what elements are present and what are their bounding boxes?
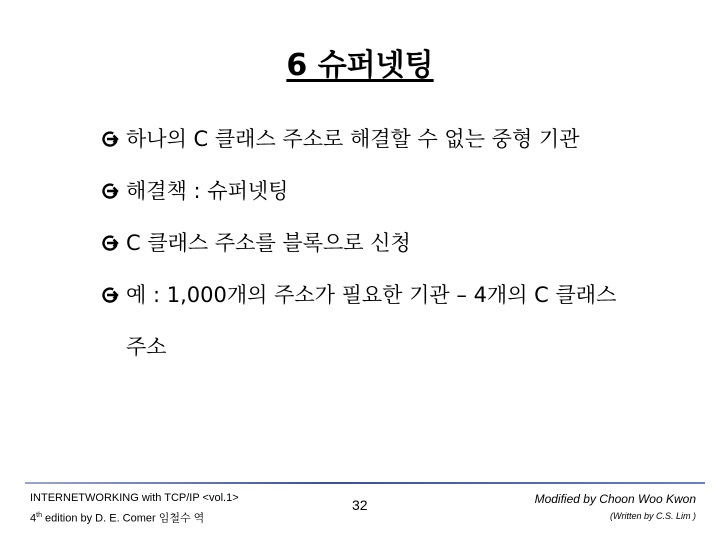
arrow-circle-right-icon bbox=[100, 123, 126, 155]
bullet-text-continuation: 주소 bbox=[126, 335, 167, 359]
arrow-circle-right-icon bbox=[100, 279, 126, 311]
footer-modified-by: Modified by Choon Woo Kwon bbox=[534, 492, 696, 506]
bullet-text: C 클래스 주소를 블록으로 신청 bbox=[126, 231, 411, 255]
bullet-list bbox=[100, 123, 700, 383]
bullet-item bbox=[100, 279, 700, 363]
footer-author-credit bbox=[535, 490, 696, 524]
bullet-text: 예 : 1,000개의 주소가 필요한 기관 – 4개의 C 클래스 bbox=[126, 283, 617, 307]
footer-written-by: (Written by C.S. Lim ) bbox=[609, 511, 696, 521]
footer-divider bbox=[25, 482, 705, 484]
bullet-item bbox=[100, 227, 700, 259]
bullet-text-wrap bbox=[126, 279, 686, 363]
arrow-circle-right-icon bbox=[100, 227, 126, 259]
footer-book-credit bbox=[30, 490, 239, 528]
bullet-text: 하나의 C 클래스 주소로 해결할 수 없는 중형 기관 bbox=[126, 127, 580, 151]
page-number: 32 bbox=[352, 497, 368, 513]
bullet-text: 해결책 : 슈퍼넷팅 bbox=[126, 179, 289, 203]
bullet-item bbox=[100, 175, 700, 207]
footer-edition-line: 4th edition by D. E. Comer 임철수 역 bbox=[30, 512, 205, 525]
bullet-item bbox=[100, 123, 700, 155]
slide-title: 6 슈퍼넷팅 bbox=[286, 48, 434, 83]
arrow-circle-right-icon bbox=[100, 175, 126, 207]
footer-book-title: INTERNETWORKING with TCP/IP <vol.1> bbox=[30, 492, 239, 504]
